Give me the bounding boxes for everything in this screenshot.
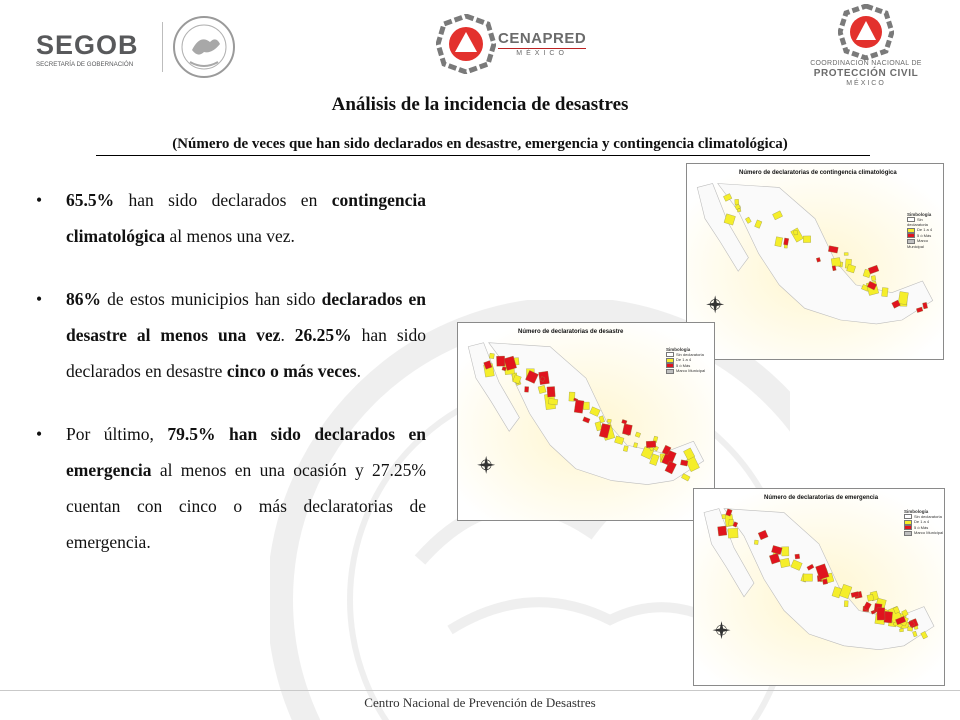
map-region-yellow [898,292,908,305]
legend-label: Sin declaratoria [676,352,704,357]
map-contingencia-graphic [687,164,943,359]
map-region-red [574,400,584,413]
findings-list [36,182,426,587]
map-region-yellow [899,629,903,632]
text-run: han sido declarados en desastre [66,325,426,381]
map-region-yellow [803,574,812,581]
cenapred-wordmark: CENAPRED [498,30,587,47]
bold-text: contingencia climatológica [66,190,426,246]
bold-text: 79.5% han sido declarados en emergencia [66,424,426,480]
text-run: al menos una vez. [165,226,295,246]
page-subtitle: (Número de veces que han sido declarados en desastre, emergencia y contingencia climatológica) [172,136,788,152]
legend-item [907,217,943,227]
map-desastre-legend [666,347,705,374]
map-region-red [524,386,528,392]
map-region-yellow [754,540,758,545]
finding-emergencia: • Por último, 79.5% han sido declarados en emergencia al menos en una ocasión y 27.25% cuentan con cinco o más declaratorias de emergencia. [36,424,426,552]
legend-item [904,530,943,535]
cenapred-subtitle: MÉXICO [498,48,586,57]
map-contingencia-legend [907,212,943,249]
page-title: Análisis de la incidencia de desastres [331,94,629,115]
map-region-red [718,526,727,536]
legend-label: De 1 a 4 [676,357,692,363]
logo-divider [162,22,163,72]
finding-contingencia: • 65.5% han sido declarados en contingencia climatológica al menos una vez. [36,190,426,246]
map-region-red [795,554,800,559]
map-region-yellow [607,419,611,423]
bold-text: 65.5% [66,190,115,210]
map-region-red [822,579,827,585]
text-run: han sido declarados en [114,190,332,210]
finding-text [66,289,426,381]
map-contingencia [686,163,944,360]
finding-text [66,424,426,552]
legend-label: 5 ó Más [914,524,929,530]
bold-text: cinco o más veces [226,361,357,381]
map-region-yellow [794,230,798,235]
legend-label: Marco Municipal [676,368,706,374]
proteccion-civil-emblem-icon [838,4,894,60]
segob-logo [36,30,148,70]
cenapred-emblem-icon [436,14,496,74]
map-region-red [680,460,688,466]
legend-label: 5 ó Más [676,362,691,368]
text-run: . [356,361,361,381]
map-region-yellow [882,287,889,296]
map-region-yellow [844,601,848,607]
map-emergencia-title: Número de declaratorias de emergencia [764,495,879,501]
finding-text [66,190,426,246]
map-emergencia [693,488,945,686]
text-run: Por último, [66,424,168,444]
map-region-red [496,356,504,366]
map-region-yellow [780,558,790,568]
legend-label: Marco Municipal [914,530,944,536]
text-run: . [280,325,295,345]
map-region-red [884,611,893,623]
legend-title: Simbología [904,509,929,514]
footer-rule [0,690,960,691]
bold-text: 26.25% [294,325,352,345]
segob-wordmark: SEGOB [36,30,139,60]
map-region-yellow [722,514,726,518]
map-region-yellow [728,528,738,538]
map-region-yellow [831,258,841,268]
map-desastre [457,322,715,521]
legend-label: 5 ó Más [917,232,932,238]
legend-title: Simbología [666,347,691,352]
map-region-yellow [729,519,734,526]
finding-desastre: • 86% de estos municipios han sido declarados en desastre al menos una vez. 26.25% han sido declarados en desastre cinco o más veces. [36,289,426,381]
map-contingencia-title: Número de declaratorias de contingencia climatológica [739,170,897,176]
text-run: al menos en una ocasión y 27.25% cuentan con cinco o más declaratorias de emergencia. [66,460,426,552]
legend-label: De 1 a 4 [914,519,930,525]
legend-label: Sin declaratoria [914,514,942,519]
map-region-yellow [735,199,739,204]
legend-swatch [904,531,912,536]
map-region-red [547,386,555,397]
cenapred-logo [498,30,586,57]
pc-line-2: PROTECCIÓN CIVIL [813,68,919,79]
legend-title: Simbología [907,212,932,217]
map-region-yellow [489,353,494,359]
map-region-yellow [844,253,848,256]
bold-text: declarados en desastre al menos una vez [66,289,426,345]
pc-line-3: MÉXICO [846,80,886,87]
legend-swatch [666,369,674,374]
map-desastre-title: Número de declaratorias de desastre [518,329,624,335]
map-emergencia-legend [904,509,943,536]
subtitle-underline [96,155,870,156]
map-region-red [877,608,885,620]
map-region-yellow [548,398,558,405]
map-region-yellow [583,402,589,410]
map-region-yellow [803,236,811,243]
legend-label: Sin declaratoria [907,217,928,228]
map-region-yellow [782,547,789,556]
text-run: de estos municipios han sido [101,289,322,309]
segob-subtitle: SECRETARÍA DE GOBERNACIÓN [36,61,134,68]
national-seal-icon [172,14,236,80]
footer-text: Centro Nacional de Prevención de Desastres [364,695,596,710]
pc-line-1: COORDINACIÓN NACIONAL DE [810,60,922,67]
map-region-red [646,441,656,448]
legend-label: Marco Municipal [907,238,929,249]
proteccion-civil-logo [800,60,932,87]
bold-text: 86% [66,289,101,309]
legend-item [907,238,943,248]
legend-label: De 1 a 4 [917,227,933,233]
map-region-yellow [867,594,874,601]
legend-item [666,368,705,373]
map-region-yellow [871,276,876,281]
